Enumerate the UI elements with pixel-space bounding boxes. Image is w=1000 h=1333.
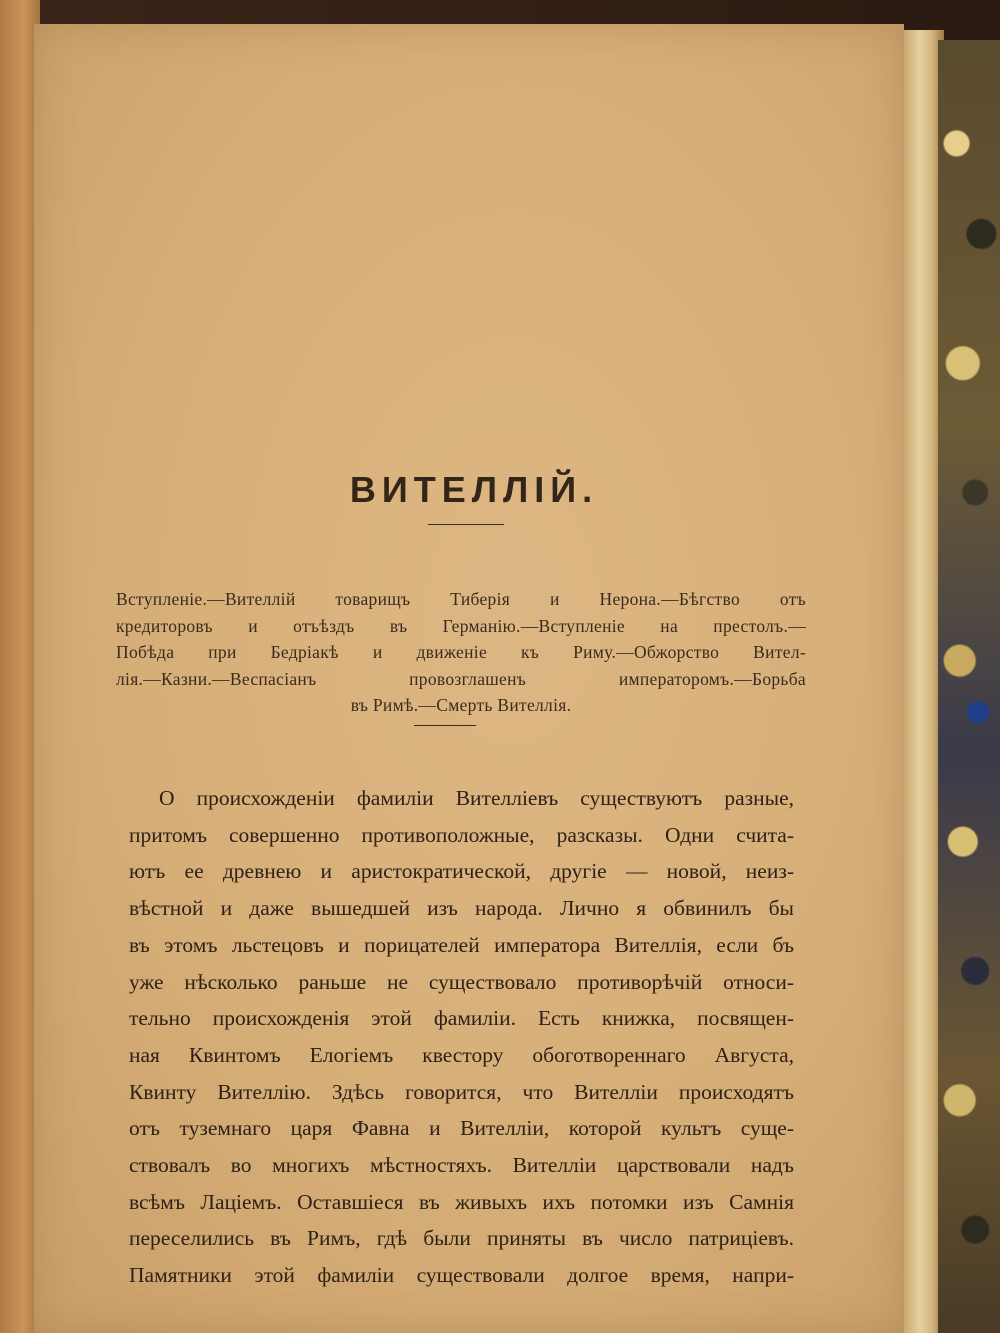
summary-line: Побѣда при Бедріакѣ и движеніе къ Риму.—Обжорство Вител-: [116, 642, 806, 662]
body-line: ная Квинтомъ Елогіемъ квестору обоготвореннаго Августа,: [129, 1042, 794, 1067]
body-line: уже нѣсколько раньше не существовало противорѣчій относи-: [129, 969, 794, 994]
body-line: тельно происхожденія этой фамиліи. Есть книжка, посвящен-: [129, 1006, 794, 1031]
summary-divider: [414, 725, 476, 726]
chapter-title: ВИТЕЛЛІЙ.: [349, 469, 599, 510]
title-divider: [428, 524, 504, 525]
body-line: всѣмъ Лаціемъ. Оставшіеся въ живыхъ ихъ потомки изъ Самнія: [129, 1189, 794, 1214]
summary-line: лія.—Казни.—Веспасіанъ провозглашенъ императоромъ.—Борьба: [116, 668, 806, 689]
body-line: переселились въ Римъ, гдѣ были приняты въ число патриціевъ.: [129, 1226, 794, 1251]
summary-line: Вступленіе.—Вителлій товарищъ Тиберія и Нерона.—Бѣгство отъ: [116, 589, 806, 609]
marbled-cover-board: [938, 40, 1000, 1333]
book-page: [34, 24, 904, 1333]
body-line: Памятники этой фамиліи существовали долгое время, напри-: [129, 1263, 794, 1288]
body-line: ствовалъ во многихъ мѣстностяхъ. Вителліи царствовали надъ: [129, 1153, 794, 1178]
chapter-summary: [116, 586, 806, 719]
body-line: отъ туземнаго царя Фавна и Вителліи, которой культъ суще-: [129, 1116, 794, 1141]
body-line: въ этомъ льстецовъ и порицателей императора Вителлія, если бъ: [129, 932, 794, 957]
body-line: О происхожденіи фамиліи Вителліевъ существуютъ разные,: [159, 786, 794, 810]
body-line: ютъ ее древнею и аристократической, другіе — новой, неиз-: [129, 859, 794, 884]
summary-line: въ Римѣ.—Смерть Вителлія.: [350, 695, 572, 715]
body-paragraph: [129, 780, 794, 1294]
body-line: Квинту Вителлію. Здѣсь говорится, что Вителліи происходятъ: [129, 1079, 794, 1104]
body-line: притомъ совершенно противоположные, разсказы. Одни счита-: [129, 822, 794, 847]
body-line: вѣстной и даже вышедшей изъ народа. Лично я обвинилъ бы: [129, 896, 794, 921]
summary-line: кредиторовъ и отъѣздъ въ Германію.—Вступленіе на престолъ.—: [116, 615, 806, 636]
